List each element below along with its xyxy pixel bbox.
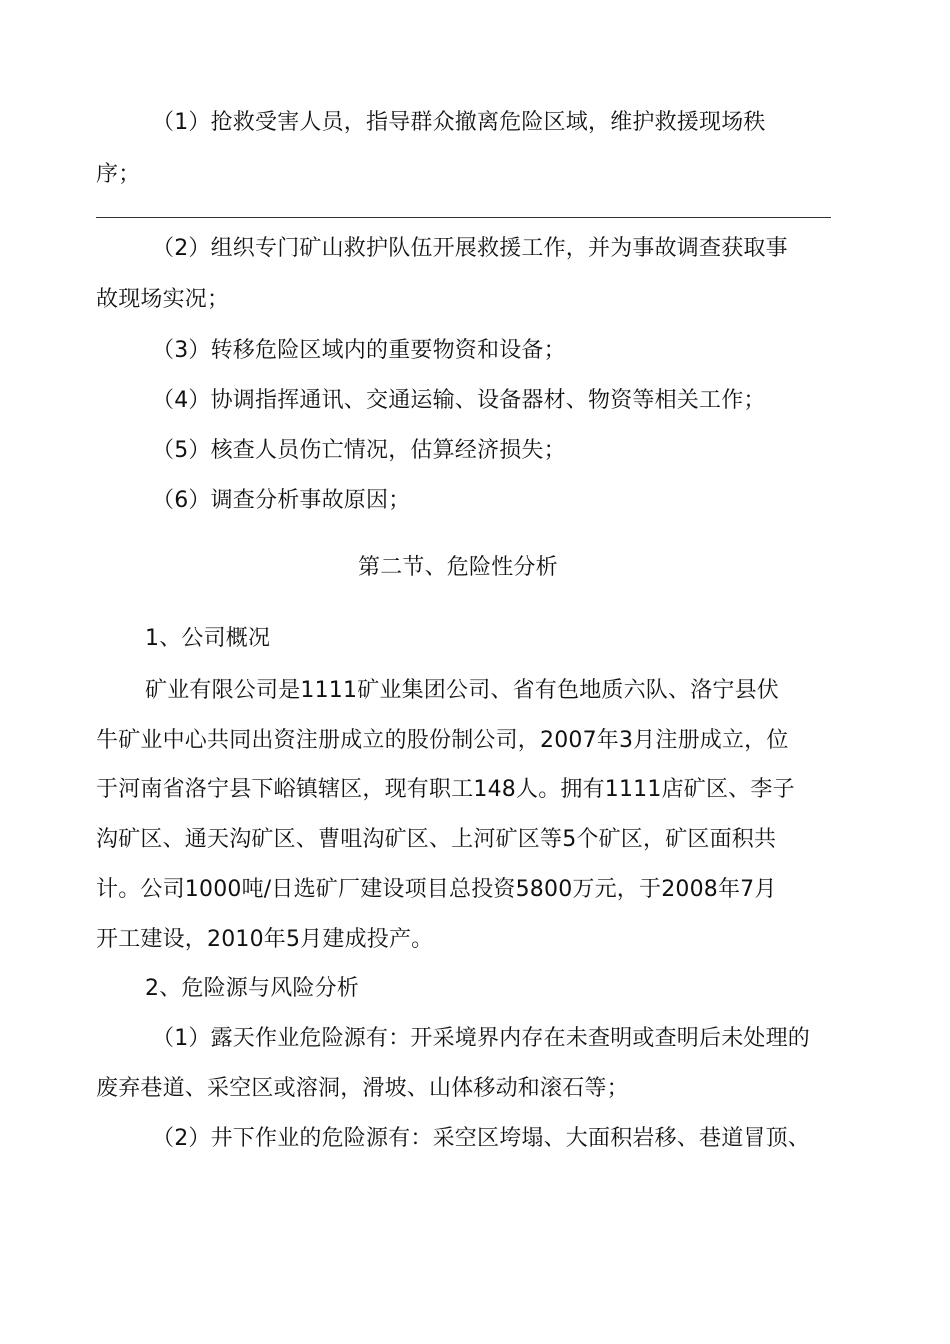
section-heading: 第二节、危险性分析 xyxy=(358,555,558,580)
text-line: （1）露天作业危险源有：开采境界内存在未查明或查明后未处理的 xyxy=(152,1026,810,1051)
subsection-heading: 1、公司概况 xyxy=(145,626,271,651)
text-line: （2）组织专门矿山救护队伍开展救援工作，并为事故调查获取事 xyxy=(152,236,788,261)
text-line: （4）协调指挥通讯、交通运输、设备器材、物资等相关工作； xyxy=(152,388,766,413)
text-line: （3）转移危险区域内的重要物资和设备； xyxy=(152,338,566,363)
subsection-heading: 2、危险源与风险分析 xyxy=(145,976,359,1001)
text-line: （6）调查分析事故原因； xyxy=(152,488,411,513)
text-line: 计。公司1000吨/日选矿厂建设项目总投资5800万元，于2008年7月 xyxy=(96,877,777,902)
text-line: （2）井下作业的危险源有：采空区垮塌、大面积岩移、巷道冒顶、 xyxy=(152,1126,810,1151)
text-line: （5）核查人员伤亡情况，估算经济损失； xyxy=(152,438,566,463)
text-line: 开工建设，2010年5月建成投产。 xyxy=(96,927,434,952)
text-line: 沟矿区、通天沟矿区、曹咀沟矿区、上河矿区等5个矿区，矿区面积共 xyxy=(96,827,777,852)
text-line: 于河南省洛宁县下峪镇辖区，现有职工148人。拥有1111店矿区、李子 xyxy=(96,777,795,802)
text-line: 牛矿业中心共同出资注册成立的股份制公司，2007年3月注册成立，位 xyxy=(96,728,789,753)
text-line: 废弃巷道、采空区或溶洞，滑坡、山体移动和滚石等； xyxy=(96,1076,629,1101)
text-line: （1）抢救受害人员，指导群众撤离危险区域，维护救援现场秩 xyxy=(152,110,766,135)
horizontal-rule xyxy=(96,217,831,218)
text-line: 序； xyxy=(96,162,141,187)
text-line: 故现场实况； xyxy=(96,287,230,312)
text-line: 矿业有限公司是1111矿业集团公司、省有色地质六队、洛宁县伏 xyxy=(145,678,779,703)
